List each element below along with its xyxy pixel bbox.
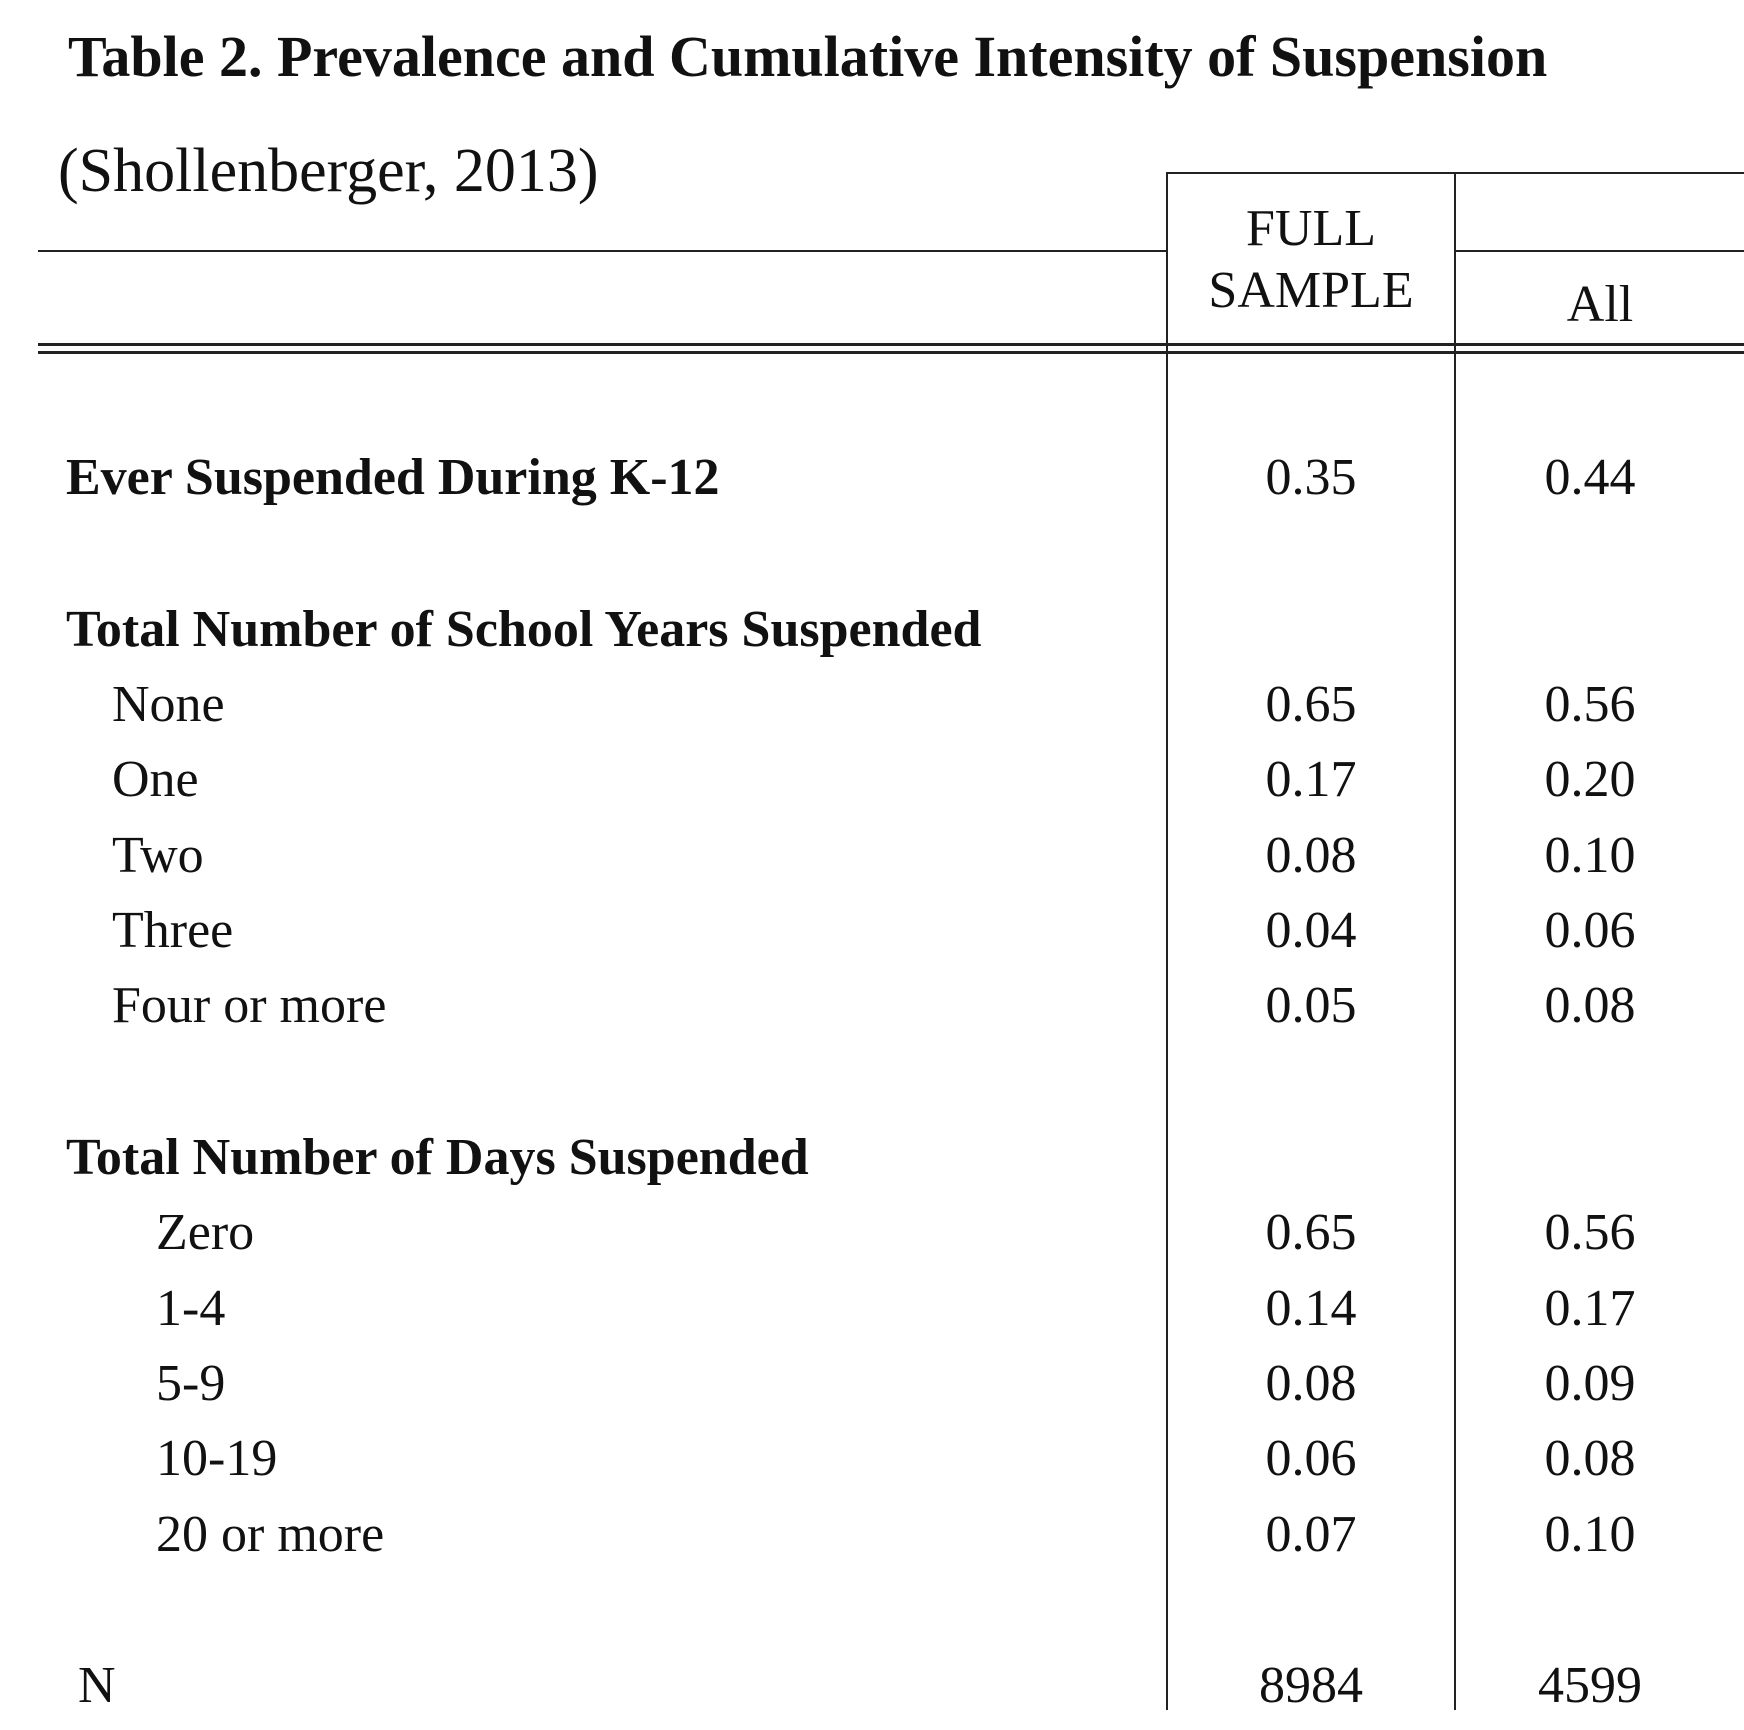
cell-years-one-all: 0.20 (1544, 751, 1636, 808)
cell-years-three-all: 0.06 (1544, 902, 1636, 959)
row-label-years-three: Three (112, 902, 234, 959)
cell-days-zero-all: 0.56 (1544, 1204, 1636, 1261)
row-label-days-1-4: 1-4 (156, 1280, 226, 1337)
cell-days-10-19-full: 0.06 (1265, 1430, 1357, 1487)
cell-days-1-4-full: 0.14 (1265, 1280, 1357, 1337)
cell-days-1-4-all: 0.17 (1544, 1280, 1636, 1337)
cell-ever-all: 0.44 (1544, 449, 1636, 506)
cell-days-10-19-all: 0.08 (1544, 1430, 1636, 1487)
row-label-days-5-9: 5-9 (156, 1355, 226, 1412)
row-label-days-10-19: 10-19 (156, 1430, 278, 1487)
cell-days-zero-full: 0.65 (1265, 1204, 1357, 1261)
table-title: Table 2. Prevalence and Cumulative Intensity of Suspension (68, 24, 1548, 89)
section-header-years: Total Number of School Years Suspended (66, 601, 982, 658)
header-mid-rule-left (38, 250, 1168, 252)
cell-years-four-plus-all: 0.08 (1544, 977, 1636, 1034)
column-header-full-line1: FULL (1246, 200, 1376, 257)
row-label-years-one: One (112, 751, 199, 808)
cell-years-none-full: 0.65 (1265, 676, 1357, 733)
cell-days-5-9-full: 0.08 (1265, 1355, 1357, 1412)
cell-n-all: 4599 (1538, 1657, 1642, 1714)
table-citation: (Shollenberger, 2013) (58, 137, 599, 205)
row-label-years-none: None (112, 676, 225, 733)
cell-years-two-full: 0.08 (1265, 827, 1357, 884)
column-header-full-line2: SAMPLE (1208, 262, 1414, 320)
row-label-days-zero: Zero (156, 1204, 255, 1261)
cell-years-none-all: 0.56 (1544, 676, 1636, 733)
column-divider-right (1454, 172, 1456, 1710)
column-header-full-sample (1168, 198, 1454, 323)
row-label-years-two: Two (112, 827, 204, 884)
cell-days-20-plus-full: 0.07 (1265, 1506, 1357, 1563)
cell-years-one-full: 0.17 (1265, 751, 1357, 808)
row-label-years-four-plus: Four or more (112, 977, 387, 1034)
cell-days-20-plus-all: 0.10 (1544, 1506, 1636, 1563)
row-label-days-20-plus: 20 or more (156, 1506, 385, 1563)
row-label-n: N (78, 1657, 116, 1714)
cell-years-two-all: 0.10 (1544, 827, 1636, 884)
header-double-rule-1 (38, 343, 1744, 346)
header-mid-rule-right (1456, 250, 1744, 252)
header-double-rule-2 (38, 351, 1744, 354)
cell-years-four-plus-full: 0.05 (1265, 977, 1357, 1034)
column-divider-left (1166, 172, 1168, 1710)
cell-n-full: 8984 (1259, 1657, 1363, 1714)
row-label-ever-suspended: Ever Suspended During K-12 (66, 449, 720, 506)
cell-years-three-full: 0.04 (1265, 902, 1357, 959)
column-header-all: All (1566, 276, 1634, 333)
cell-days-5-9-all: 0.09 (1544, 1355, 1636, 1412)
section-header-days: Total Number of Days Suspended (66, 1129, 809, 1186)
cell-ever-full: 0.35 (1265, 449, 1357, 506)
